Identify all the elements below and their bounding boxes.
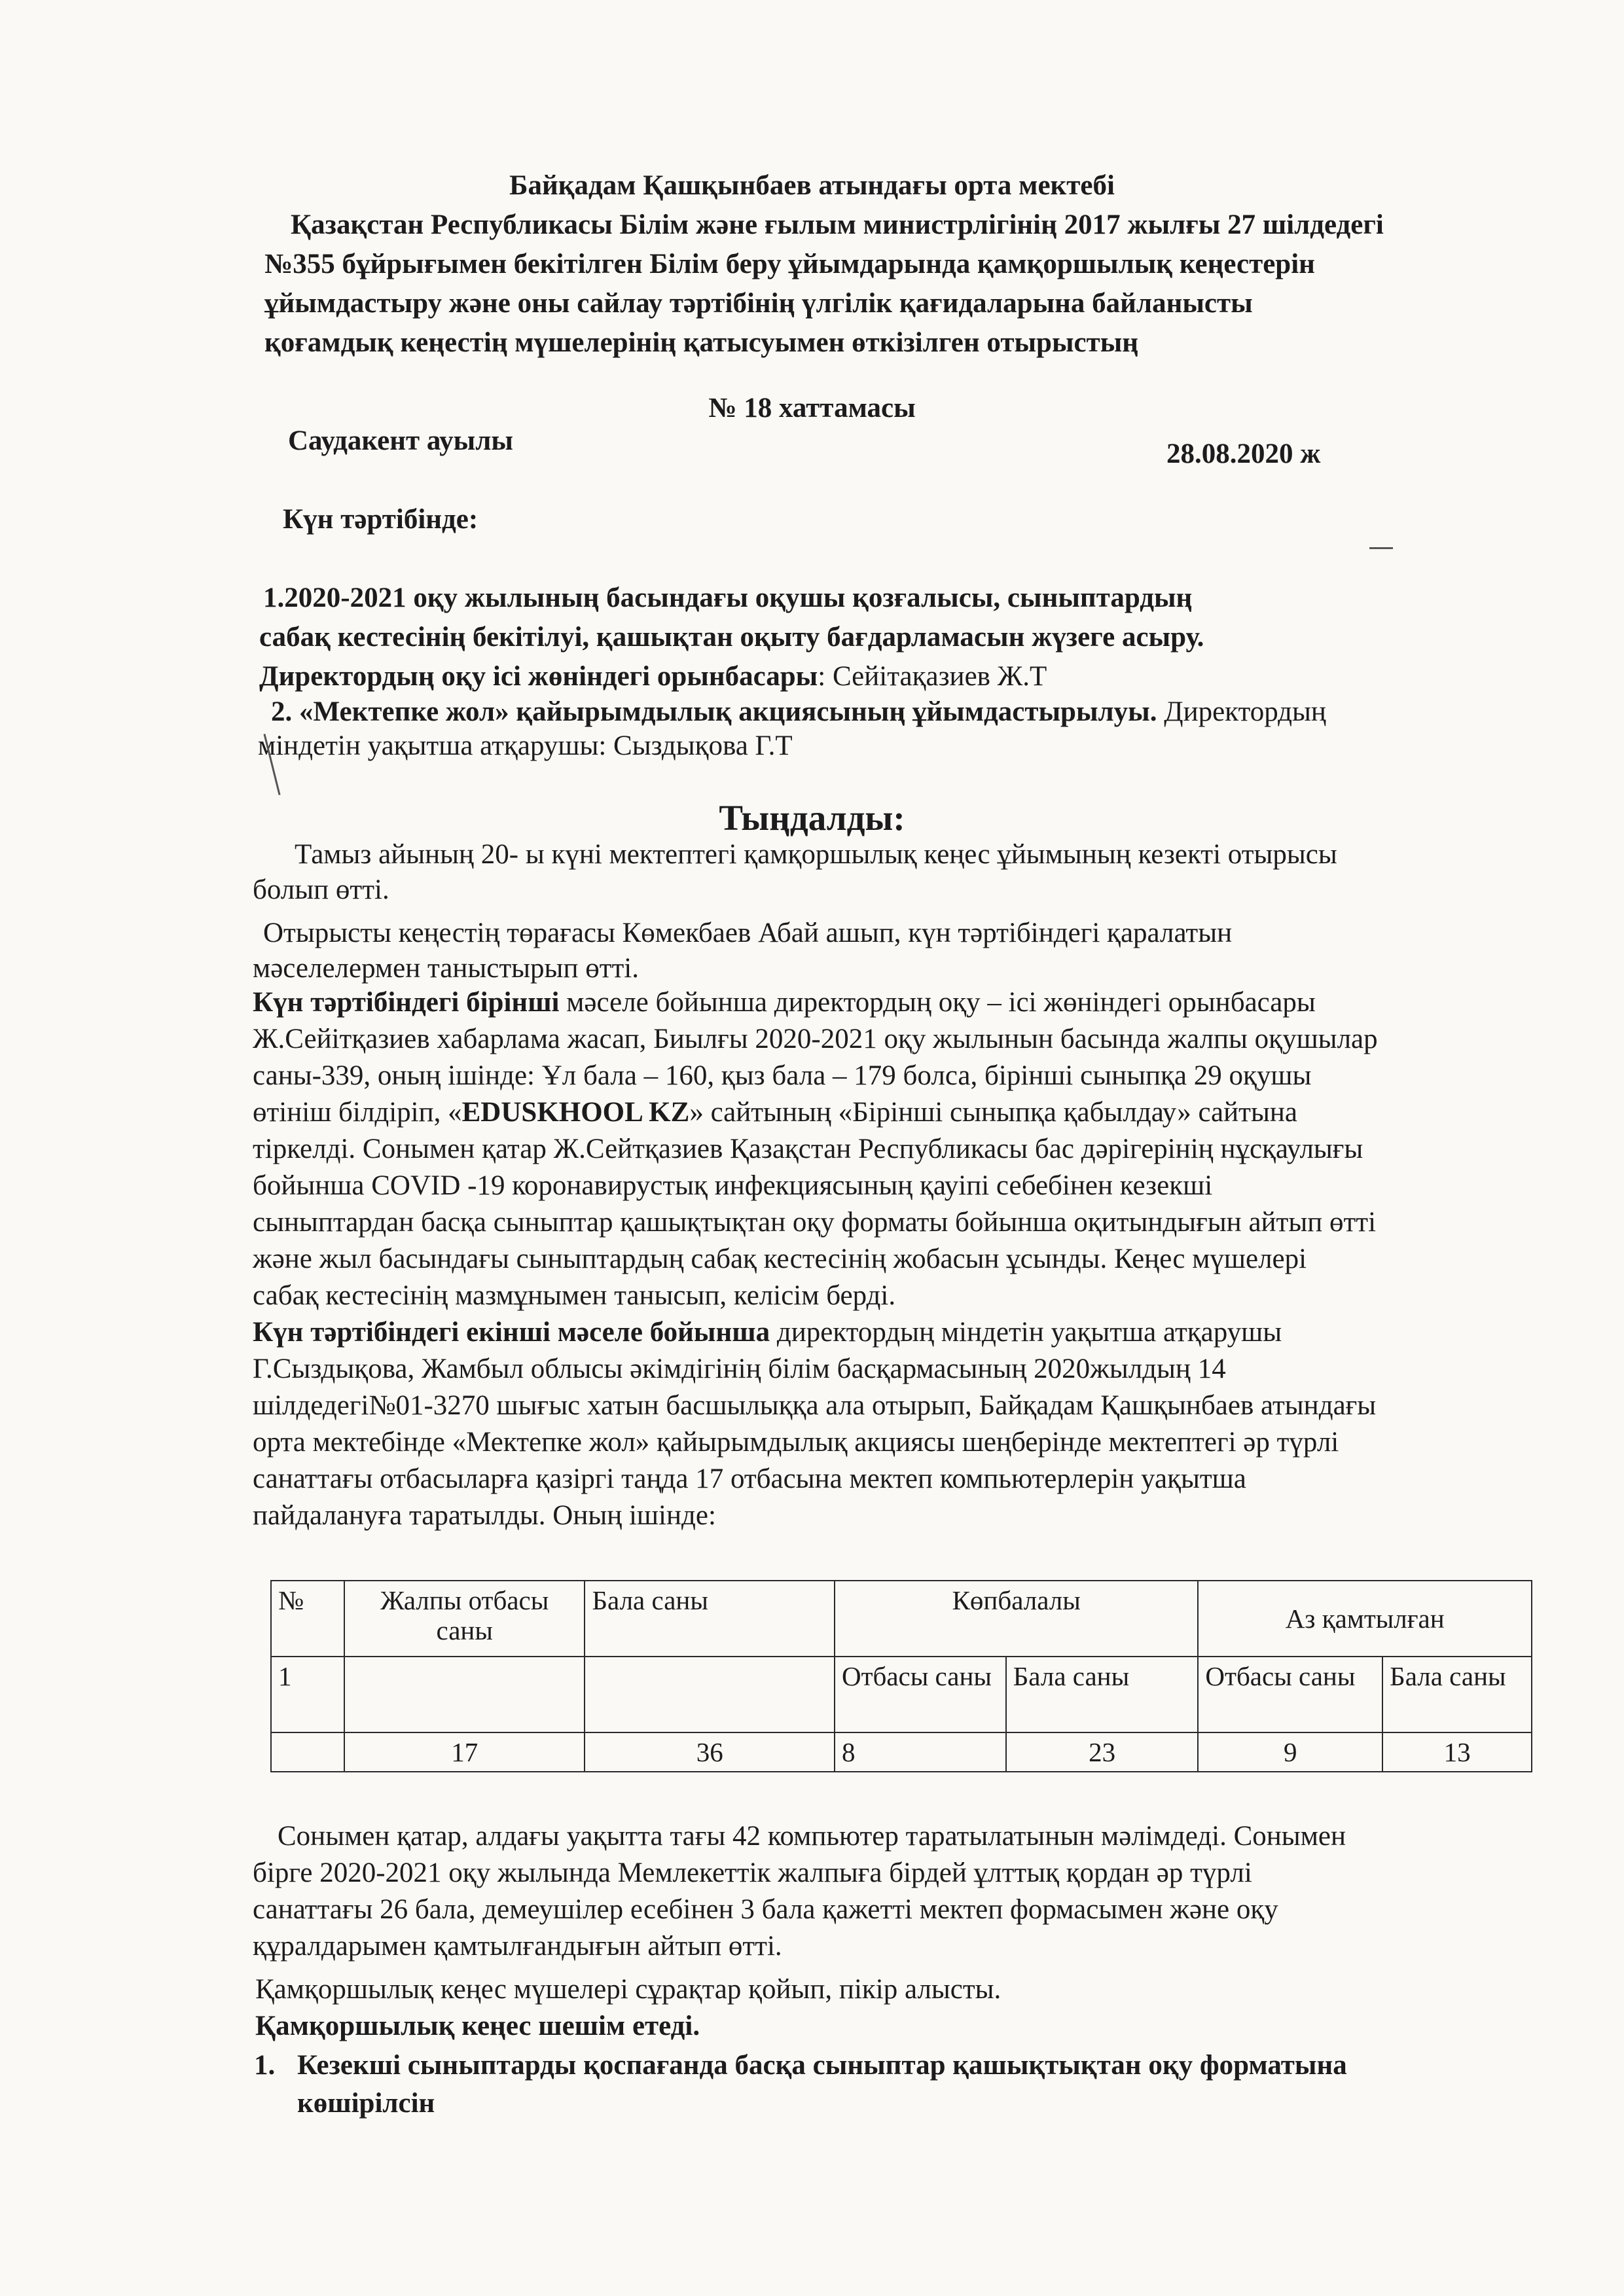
after-p5-line-1: Сонымен қатар, алдағы уақытта тағы 42 компьютер таратылатынын мәлімдеді. Сонымен bbox=[278, 1821, 1346, 1852]
value-low-families: 9 bbox=[1198, 1732, 1382, 1772]
subheader-low-families-count: Отбасы саны bbox=[1198, 1657, 1382, 1732]
p3-text-a: өтініш білдіріп, « bbox=[253, 1097, 462, 1128]
decision-heading: Қамқоршылық кеңес шешім етеді. bbox=[255, 2011, 700, 2041]
after-p5-line-2: бірге 2020-2021 оқу жылында Мемлекеттік жалпыға бірдей ұлттық қордан әр түрлі bbox=[253, 1857, 1252, 1888]
heard-p4-line-3: шілдедегі№01-3270 шығыс хатын басшылыққа ала отырып, Байқадам Қашқынбаев атындағы bbox=[253, 1390, 1377, 1421]
header-cell-number: № bbox=[271, 1581, 344, 1657]
heard-p3-line-2: Ж.Сейітқазиев хабарлама жасап, Биылғы 2020-2021 оқу жылынын басында жалпы оқушылар bbox=[253, 1024, 1378, 1054]
agenda-item-2-role-start: Директордың bbox=[1157, 696, 1326, 727]
value-total-families: 17 bbox=[344, 1732, 585, 1772]
agenda-item-2-line-1 bbox=[271, 695, 1326, 729]
protocol-date: 28.08.2020 ж bbox=[1166, 439, 1321, 469]
header-cell-children: Бала саны bbox=[585, 1581, 834, 1657]
agenda-item-1-line-3 bbox=[259, 660, 1047, 694]
agenda-item-1-role: Директордың оқу ісі жөніндегі орынбасары bbox=[259, 661, 818, 692]
after-p5-line-4: құралдарымен қамтылғандығын айтып өтті. bbox=[253, 1931, 782, 1962]
value-large-children: 23 bbox=[1006, 1732, 1199, 1772]
village-name: Саудакент ауылы bbox=[288, 425, 513, 456]
agenda-item-1-line-2: сабақ кестесінің бекітілуі, қашықтан оқыту бағдарламасын жүзеге асыру. bbox=[259, 622, 1204, 653]
subheader-low-children-count: Бала саны bbox=[1382, 1657, 1532, 1732]
after-p6: Қамқоршылық кеңес мүшелері сұрақтар қойып, пікір алысты. bbox=[255, 1974, 1001, 2005]
heard-p2-line-2: мәселелермен таныстырып өтті. bbox=[253, 953, 639, 984]
agenda-item-1-person: : Сейітақазиев Ж.Т bbox=[818, 661, 1047, 692]
table-header-row bbox=[271, 1581, 1532, 1657]
decision-1-line-1: Кезекші сыныптарды қоспағанда басқа сыныптар қашықтықтан оқу форматына bbox=[297, 2050, 1347, 2081]
subheader-large-children-count: Бала саны bbox=[1006, 1657, 1199, 1732]
heard-p4-line-5: санаттағы отбасыларға қазіргі таңда 17 отбасына мектеп компьютерлерін уақытша bbox=[253, 1463, 1246, 1494]
header-cell-large-families: Көпбалалы bbox=[835, 1581, 1198, 1657]
first-issue-label: Күн тәртібіндегі бірінші bbox=[253, 987, 560, 1018]
heard-p3-line-9: сабақ кестесінің мазмұнымен танысып, келісім берді. bbox=[253, 1280, 896, 1311]
header-cell-low-income: Аз қамтылған bbox=[1198, 1581, 1532, 1657]
after-p5-line-3: санаттағы 26 бала, демеушілер есебінен 3 бала қажетті мектеп формасымен және оқу bbox=[253, 1894, 1278, 1925]
heard-p4-line-1 bbox=[253, 1316, 1282, 1350]
section-heading-heard: Тыңдалды: bbox=[719, 798, 905, 838]
heard-p3-line-4 bbox=[253, 1096, 1297, 1130]
heard-p3-line-8: және жыл басындағы сыныптардың сабақ кестесінің жобасын ұсынды. Кеңес мүшелері bbox=[253, 1244, 1307, 1274]
heard-p3-line-3: саны-339, оның ішінде: Ұл бала – 160, қыз бала – 179 болса, бірінші сыныпқа 29 оқушы bbox=[253, 1060, 1312, 1091]
heard-p1-line-2: болып өтті. bbox=[253, 874, 389, 905]
value-large-families: 8 bbox=[835, 1732, 1006, 1772]
empty-cell bbox=[271, 1732, 344, 1772]
row-number: 1 bbox=[271, 1657, 344, 1732]
heard-p3-line-6: бойынша COVID -19 коронавирустық инфекциясының қауіпі себебінен кезекші bbox=[253, 1170, 1213, 1201]
agenda-label: Күн тәртібінде: bbox=[283, 504, 478, 535]
empty-cell bbox=[585, 1657, 834, 1732]
heard-p4-line-6: пайдалануға таратылды. Оның ішінде: bbox=[253, 1500, 716, 1531]
header-line-2: №355 бұйрығымен бекітілген Білім беру ұйымдарында қамқоршылық кеңестерін bbox=[264, 249, 1315, 279]
value-children: 36 bbox=[585, 1732, 834, 1772]
subheader-large-families-count: Отбасы саны bbox=[835, 1657, 1006, 1732]
header-line-3: ұйымдастыру және оны сайлау тәртібінің үлгілік қағидаларына байланысты bbox=[264, 288, 1253, 319]
value-low-children: 13 bbox=[1382, 1732, 1532, 1772]
table-row bbox=[271, 1657, 1532, 1732]
heard-p2-line-1: Отырысты кеңестің төрағасы Көмекбаев Абай ашып, күн тәртібіндегі қаралатын bbox=[263, 918, 1233, 948]
pen-mark bbox=[1369, 547, 1393, 549]
header-cell-total-families: Жалпы отбасы саны bbox=[344, 1581, 585, 1657]
computers-table bbox=[270, 1580, 1532, 1772]
heard-p1-line-1: Тамыз айының 20- ы күні мектептегі қамқоршылық кеңес ұйымының кезекті отырысы bbox=[295, 839, 1337, 870]
protocol-number: № 18 хаттамасы bbox=[708, 393, 916, 423]
heard-p4-line-4: орта мектебінде «Мектепке жол» қайырымдылық акциясы шеңберінде мектептегі әр түрлі bbox=[253, 1427, 1339, 1458]
second-issue-label: Күн тәртібіндегі екінші мәселе бойынша bbox=[253, 1317, 770, 1348]
decision-1-line-2: көшірілсін bbox=[297, 2088, 435, 2119]
decision-1-number: 1. bbox=[254, 2050, 276, 2081]
heard-p3-line-5: тіркелді. Сонымен қатар Ж.Сейтқазиев Қазақстан Республикасы бас дәрігерінің нұсқаулығы bbox=[253, 1134, 1363, 1164]
agenda-item-1-line-1: 1.2020-2021 оқу жылының басындағы оқушы қозғалысы, сыныптардың bbox=[263, 583, 1193, 613]
first-issue-text: мәселе бойынша директордың оқу – ісі жөніндегі орынбасары bbox=[559, 987, 1316, 1018]
header-line-4: қоғамдық кеңестің мүшелерінің қатысуымен өткізілген отырыстың bbox=[264, 327, 1139, 358]
p3-text-b: » сайтының «Бірінші сыныпқа қабылдау» сайтына bbox=[689, 1097, 1297, 1128]
heard-p4-line-2: Г.Сыздықова, Жамбыл облысы әкімдігінің білім басқармасының 2020жылдың 14 bbox=[253, 1354, 1226, 1384]
school-name: Байқадам Қашқынбаев атындағы орта мектебі bbox=[509, 170, 1115, 201]
header-line-1: Қазақстан Республикасы Білім және ғылым министрлігінің 2017 жылғы 27 шілдедегі bbox=[291, 209, 1384, 240]
empty-cell bbox=[344, 1657, 585, 1732]
agenda-item-2-title: 2. «Мектепке жол» қайырымдылық акциясының ұйымдастырылуы. bbox=[271, 696, 1157, 727]
table-row bbox=[271, 1732, 1532, 1772]
agenda-item-2-line-2: міндетін уақытша атқарушы: Сыздықова Г.Т bbox=[258, 730, 793, 761]
second-issue-text: директордың міндетін уақытша атқарушы bbox=[770, 1317, 1282, 1348]
heard-p3-line-1 bbox=[253, 986, 1316, 1020]
heard-p3-line-7: сыныптардан басқа сыныптар қашықтықтан оқу форматы бойынша оқитындығын айтып өтті bbox=[253, 1207, 1377, 1238]
eduskhool-name: EDUSKHOOL KZ bbox=[461, 1097, 690, 1128]
